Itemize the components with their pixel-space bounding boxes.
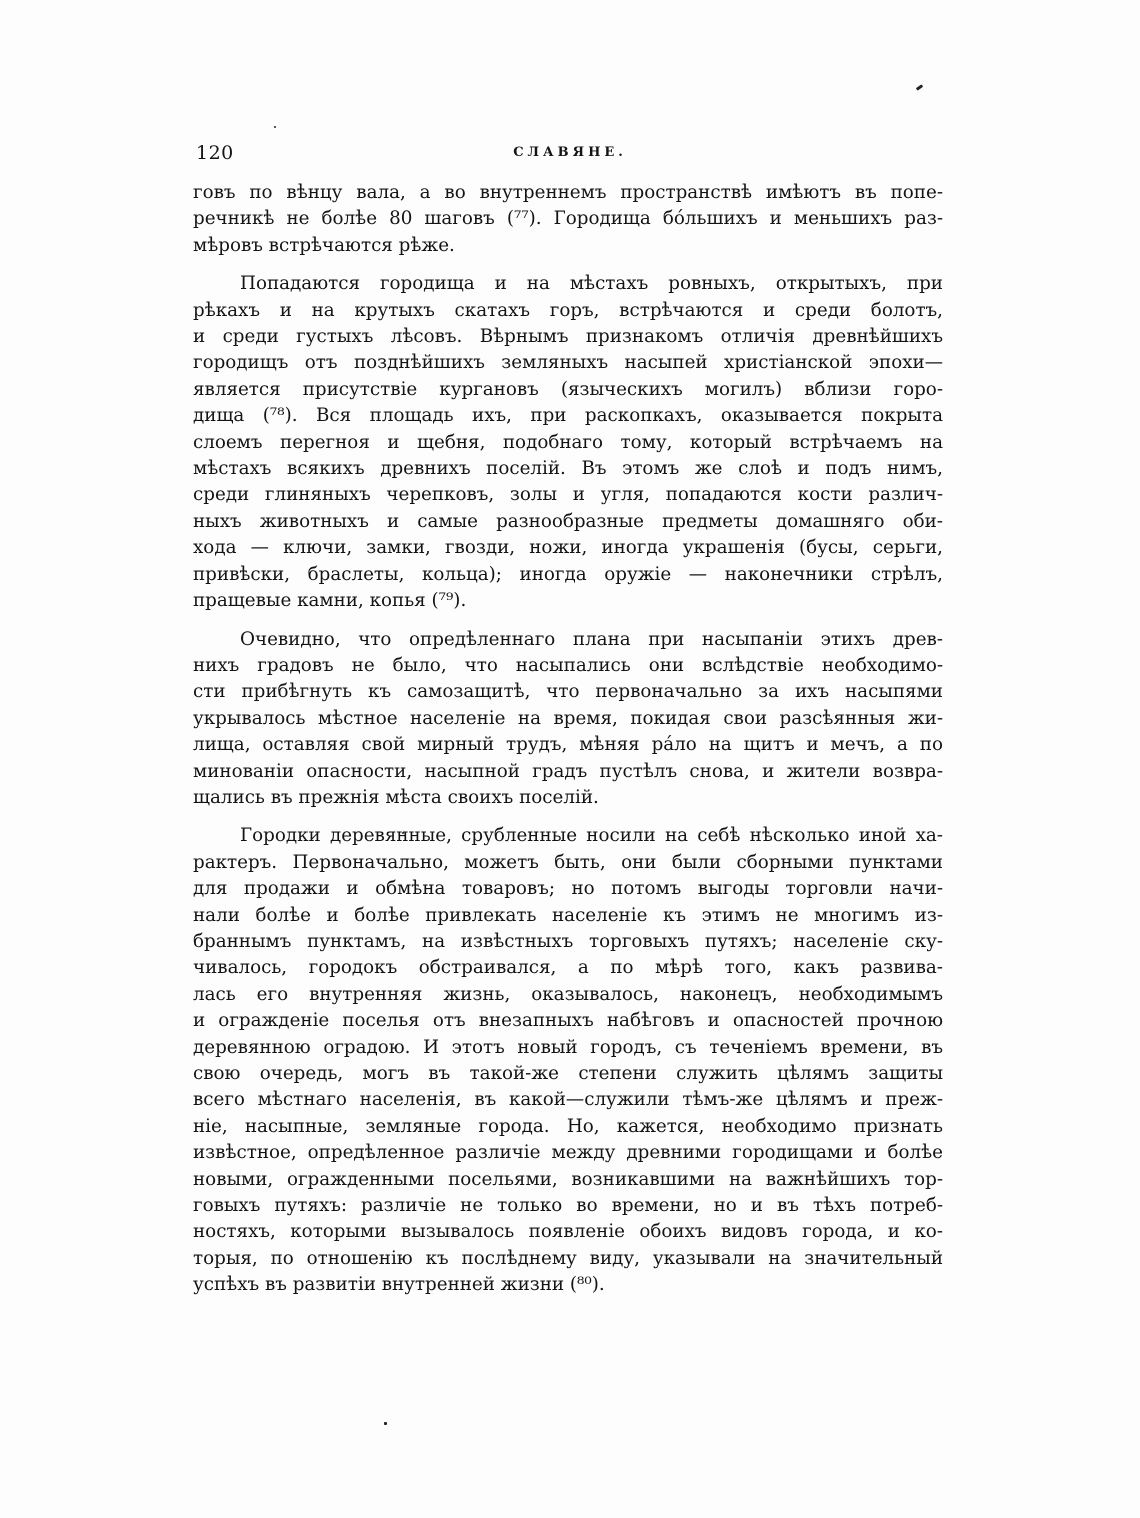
text-line: лась его внутренняя жизнь, оказывалось, наконецъ, необходимымъ xyxy=(193,983,943,1005)
text-line: щались въ прежнія мѣста своихъ поселій. xyxy=(193,786,599,808)
text-line: говыхъ путяхъ: различіе не только во времени, но и въ тѣхъ потреб- xyxy=(193,1195,943,1217)
text-line: нихъ градовъ не было, что насыпались они вслѣдствіе необходимо- xyxy=(193,654,943,676)
text-line: деревянною оградою. И этотъ новый городъ, съ теченіемъ времени, въ xyxy=(193,1036,943,1058)
paragraph-1 xyxy=(193,180,943,259)
text-line: укрывалось мѣстное населеніе на время, покидая свои разсѣянныя жи- xyxy=(193,707,943,729)
text-line: и среди густыхъ лѣсовъ. Вѣрнымъ признакомъ отличія древнѣйшихъ xyxy=(193,326,943,348)
text-line: минованіи опасности, насыпной градъ пустѣлъ снова, и жители возвра- xyxy=(193,760,943,782)
text-line: слоемъ перегноя и щебня, подобнаго тому, который встрѣчаемъ на xyxy=(193,431,943,453)
text-line: лища, оставляя свой мирный трудъ, мѣняя ра́ло на щитъ и мечъ, а по xyxy=(193,734,943,756)
text-line: успѣхъ въ развитіи внутренней жизни (⁸⁰). xyxy=(193,1274,605,1296)
text-line: пращевые камни, копья (⁷⁹). xyxy=(193,590,467,612)
ink-speck xyxy=(274,126,276,128)
text-line: извѣстное, опредѣленное различіе между древними городищами и болѣе xyxy=(193,1142,943,1164)
text-line: городищъ отъ позднѣйшихъ земляныхъ насыпей христіанской эпохи— xyxy=(193,352,943,374)
paragraph-3 xyxy=(193,627,943,812)
running-head: СЛАВЯНЕ. xyxy=(513,145,627,160)
ink-speck xyxy=(916,84,923,90)
text-line: является присутствіе кургановъ (языческихъ могилъ) вблизи горо- xyxy=(193,378,943,400)
text-line: ностяхъ, которыми вызывалось появленіе обоихъ видовъ города, и ко- xyxy=(193,1221,943,1243)
paragraph-2 xyxy=(193,271,943,614)
text-line: Очевидно, что опредѣленнаго плана при насыпаніи этихъ древ- xyxy=(240,628,943,650)
text-line: рѣкахъ и на крутыхъ скатахъ горъ, встрѣчаются и среди болотъ, xyxy=(193,299,943,321)
text-line: браннымъ пунктамъ, на извѣстныхъ торговыхъ путяхъ; населеніе ску- xyxy=(193,930,943,952)
text-line: ныхъ животныхъ и самые разнообразные предметы домашняго оби- xyxy=(193,510,943,532)
text-line: хода — ключи, замки, гвозди, ножи, иногда украшенія (бусы, серьги, xyxy=(193,537,943,559)
text-line: говъ по вѣнцу вала, а во внутреннемъ пространствѣ имѣютъ въ попе- xyxy=(193,182,943,203)
ink-speck xyxy=(384,1422,387,1425)
text-line: сти прибѣгнуть къ самозащитѣ, что первоначально за ихъ насыпями xyxy=(193,681,943,703)
text-line: дища (⁷⁸). Вся площадь ихъ, при раскопкахъ, оказывается покрыта xyxy=(193,405,943,427)
text-line: мѣровъ встрѣчаются рѣже. xyxy=(193,234,455,256)
page-header xyxy=(196,142,944,170)
text-line: нали болѣе и болѣе привлекать населеніе къ этимъ не многимъ из- xyxy=(193,904,943,926)
text-line: привѣски, браслеты, кольца); иногда оружіе — наконечники стрѣлъ, xyxy=(193,563,943,585)
text-line: мѣстахъ всякихъ древнихъ поселій. Въ этомъ же слоѣ и подъ нимъ, xyxy=(193,458,943,480)
text-line: торыя, по отношенію къ послѣднему виду, указывали на значительный xyxy=(193,1247,943,1269)
text-line: среди глиняныхъ черепковъ, золы и угля, попадаются кости различ- xyxy=(193,484,943,506)
text-line: свою очередь, могъ въ такой-же степени служить цѣлямъ защиты xyxy=(193,1063,943,1084)
body-text xyxy=(193,180,943,1299)
text-line: речникѣ не болѣе 80 шаговъ (⁷⁷). Городища бо́льшихъ и меньшихъ раз- xyxy=(193,208,943,230)
paragraph-4 xyxy=(193,823,943,1298)
text-line: ніе, насыпные, земляные города. Но, кажется, необходимо признать xyxy=(193,1115,943,1137)
text-line: для продажи и обмѣна товаровъ; но потомъ выгоды торговли начи- xyxy=(193,878,943,900)
text-line: и огражденіе поселья отъ внезапныхъ набѣговъ и опасностей прочною xyxy=(193,1010,943,1032)
text-line: чивалось, городокъ обстраивался, а по мѣрѣ того, какъ развива- xyxy=(193,957,943,979)
text-line: всего мѣстнаго населенія, въ какой—служили тѣмъ-же цѣлямъ и преж- xyxy=(193,1089,943,1111)
text-line: рактеръ. Первоначально, можетъ быть, они были сборными пунктами xyxy=(193,851,943,873)
text-line: Городки деревянные, срубленные носили на себѣ нѣсколько иной ха- xyxy=(240,825,943,847)
page-number: 120 xyxy=(196,142,234,164)
text-line: Попадаются городища и на мѣстахъ ровныхъ, открытыхъ, при xyxy=(240,273,943,295)
text-line: новыми, огражденными посельями, возникавшими на важнѣйшихъ тор- xyxy=(193,1168,943,1190)
